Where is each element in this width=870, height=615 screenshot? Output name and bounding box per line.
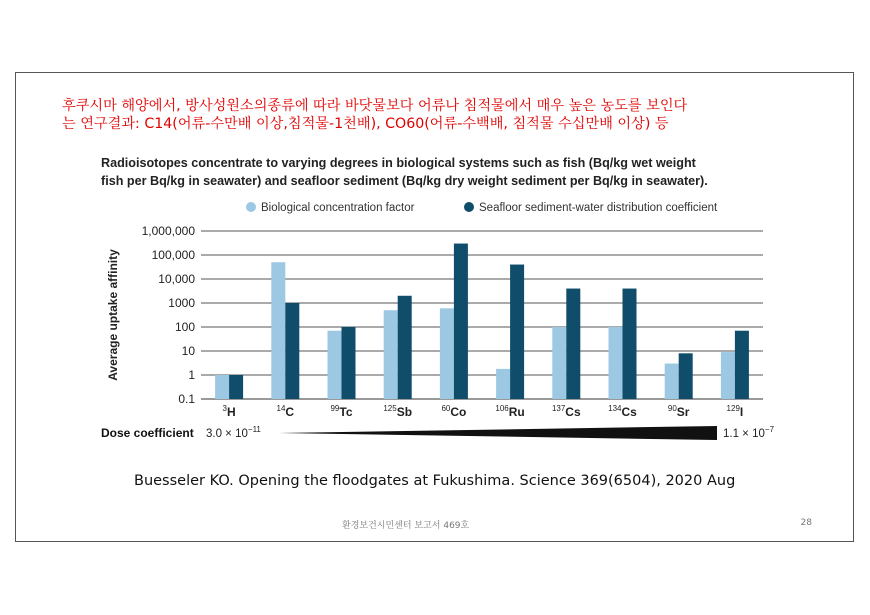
bar-sediment: [398, 296, 412, 399]
bar-bio: [496, 369, 510, 399]
bar-sediment: [510, 265, 524, 399]
y-tick-label: 100: [174, 320, 195, 334]
bar-bio: [271, 262, 285, 399]
uptake-affinity-chart: [101, 155, 791, 451]
y-tick-label: 1: [188, 368, 195, 382]
bar-sediment: [342, 327, 356, 399]
x-tick-label: $^{14}$C: [276, 404, 295, 419]
chart-title-line-2: fish per Bq/kg in seawater) and seafloor sediment (Bq/kg dry weight sediment per Bq/kg in seawater).: [101, 174, 708, 188]
bar-sediment: [679, 353, 693, 399]
dose-coefficient-label: Dose coefficient: [101, 426, 194, 440]
bar-bio: [552, 327, 566, 399]
y-axis-label: Average uptake affinity: [106, 249, 120, 381]
y-tick-label: 1,000,000: [141, 224, 195, 238]
y-tick-label: 10,000: [158, 272, 195, 286]
bar-sediment: [623, 289, 637, 399]
bar-sediment: [735, 331, 749, 399]
legend-label-2: Seafloor sediment-water distribution coefficient: [479, 202, 718, 214]
x-tick-label: $^{60}$Co: [441, 404, 467, 419]
bar-bio: [384, 310, 398, 399]
citation: Buesseler KO. Opening the floodgates at Fukushima. Science 369(6504), 2020 Aug: [134, 473, 736, 489]
slide-heading-line-1: 후쿠시마 해양에서, 방사성원소의종류에 따라 바닷물보다 어류나 침적물에서 매우 높은 농도를 보인다: [62, 98, 688, 114]
bar-bio: [721, 352, 735, 399]
report-footer: 환경보건시민센터 보고서 469호: [342, 521, 470, 531]
slide-frame: [15, 72, 854, 542]
legend-marker-2: [464, 202, 474, 212]
bar-bio: [440, 308, 454, 399]
bar-sediment: [454, 244, 468, 399]
y-tick-label: 0.1: [178, 392, 195, 406]
bar-sediment: [566, 289, 580, 399]
bar-bio: [609, 327, 623, 399]
y-tick-label: 100,000: [151, 248, 195, 262]
y-tick-label: 1000: [168, 296, 195, 310]
page-number: 28: [800, 518, 812, 528]
legend-marker-1: [246, 202, 256, 212]
x-tick-label: $^{129}$I: [726, 404, 744, 419]
x-tick-label: $^{99}$Tc: [330, 404, 353, 419]
bar-sediment: [229, 375, 243, 399]
y-tick-label: 10: [181, 344, 195, 358]
legend-label-1: Biological concentration factor: [261, 202, 415, 214]
slide-heading-line-2: 는 연구결과: C14(어류-수만배 이상,침적물-1천배), CO60(어류-수백배, 침적물 수십만배 이상) 등: [62, 116, 669, 132]
x-tick-label: $^{125}$Sb: [383, 404, 413, 419]
bar-bio: [328, 331, 342, 399]
x-tick-label: $^3$H: [222, 404, 236, 419]
chart-title-line-1: Radioisotopes concentrate to varying degrees in biological systems such as fish (Bq/kg wet weight: [101, 156, 696, 170]
dose-end-label: $1.1 \times 10^{-7}$: [723, 425, 775, 440]
x-tick-label: $^{90}$Sr: [667, 404, 690, 419]
bar-sediment: [285, 303, 299, 399]
bar-bio: [665, 364, 679, 399]
bar-bio: [215, 375, 229, 399]
x-tick-label: $^{137}$Cs: [551, 404, 581, 419]
slide-heading: [62, 97, 832, 133]
dose-start-label: $3.0 \times 10^{-11}$: [206, 425, 261, 440]
x-tick-label: $^{106}$Ru: [495, 404, 525, 419]
x-tick-label: $^{134}$Cs: [608, 404, 637, 419]
dose-coefficient-wedge: [279, 426, 717, 440]
